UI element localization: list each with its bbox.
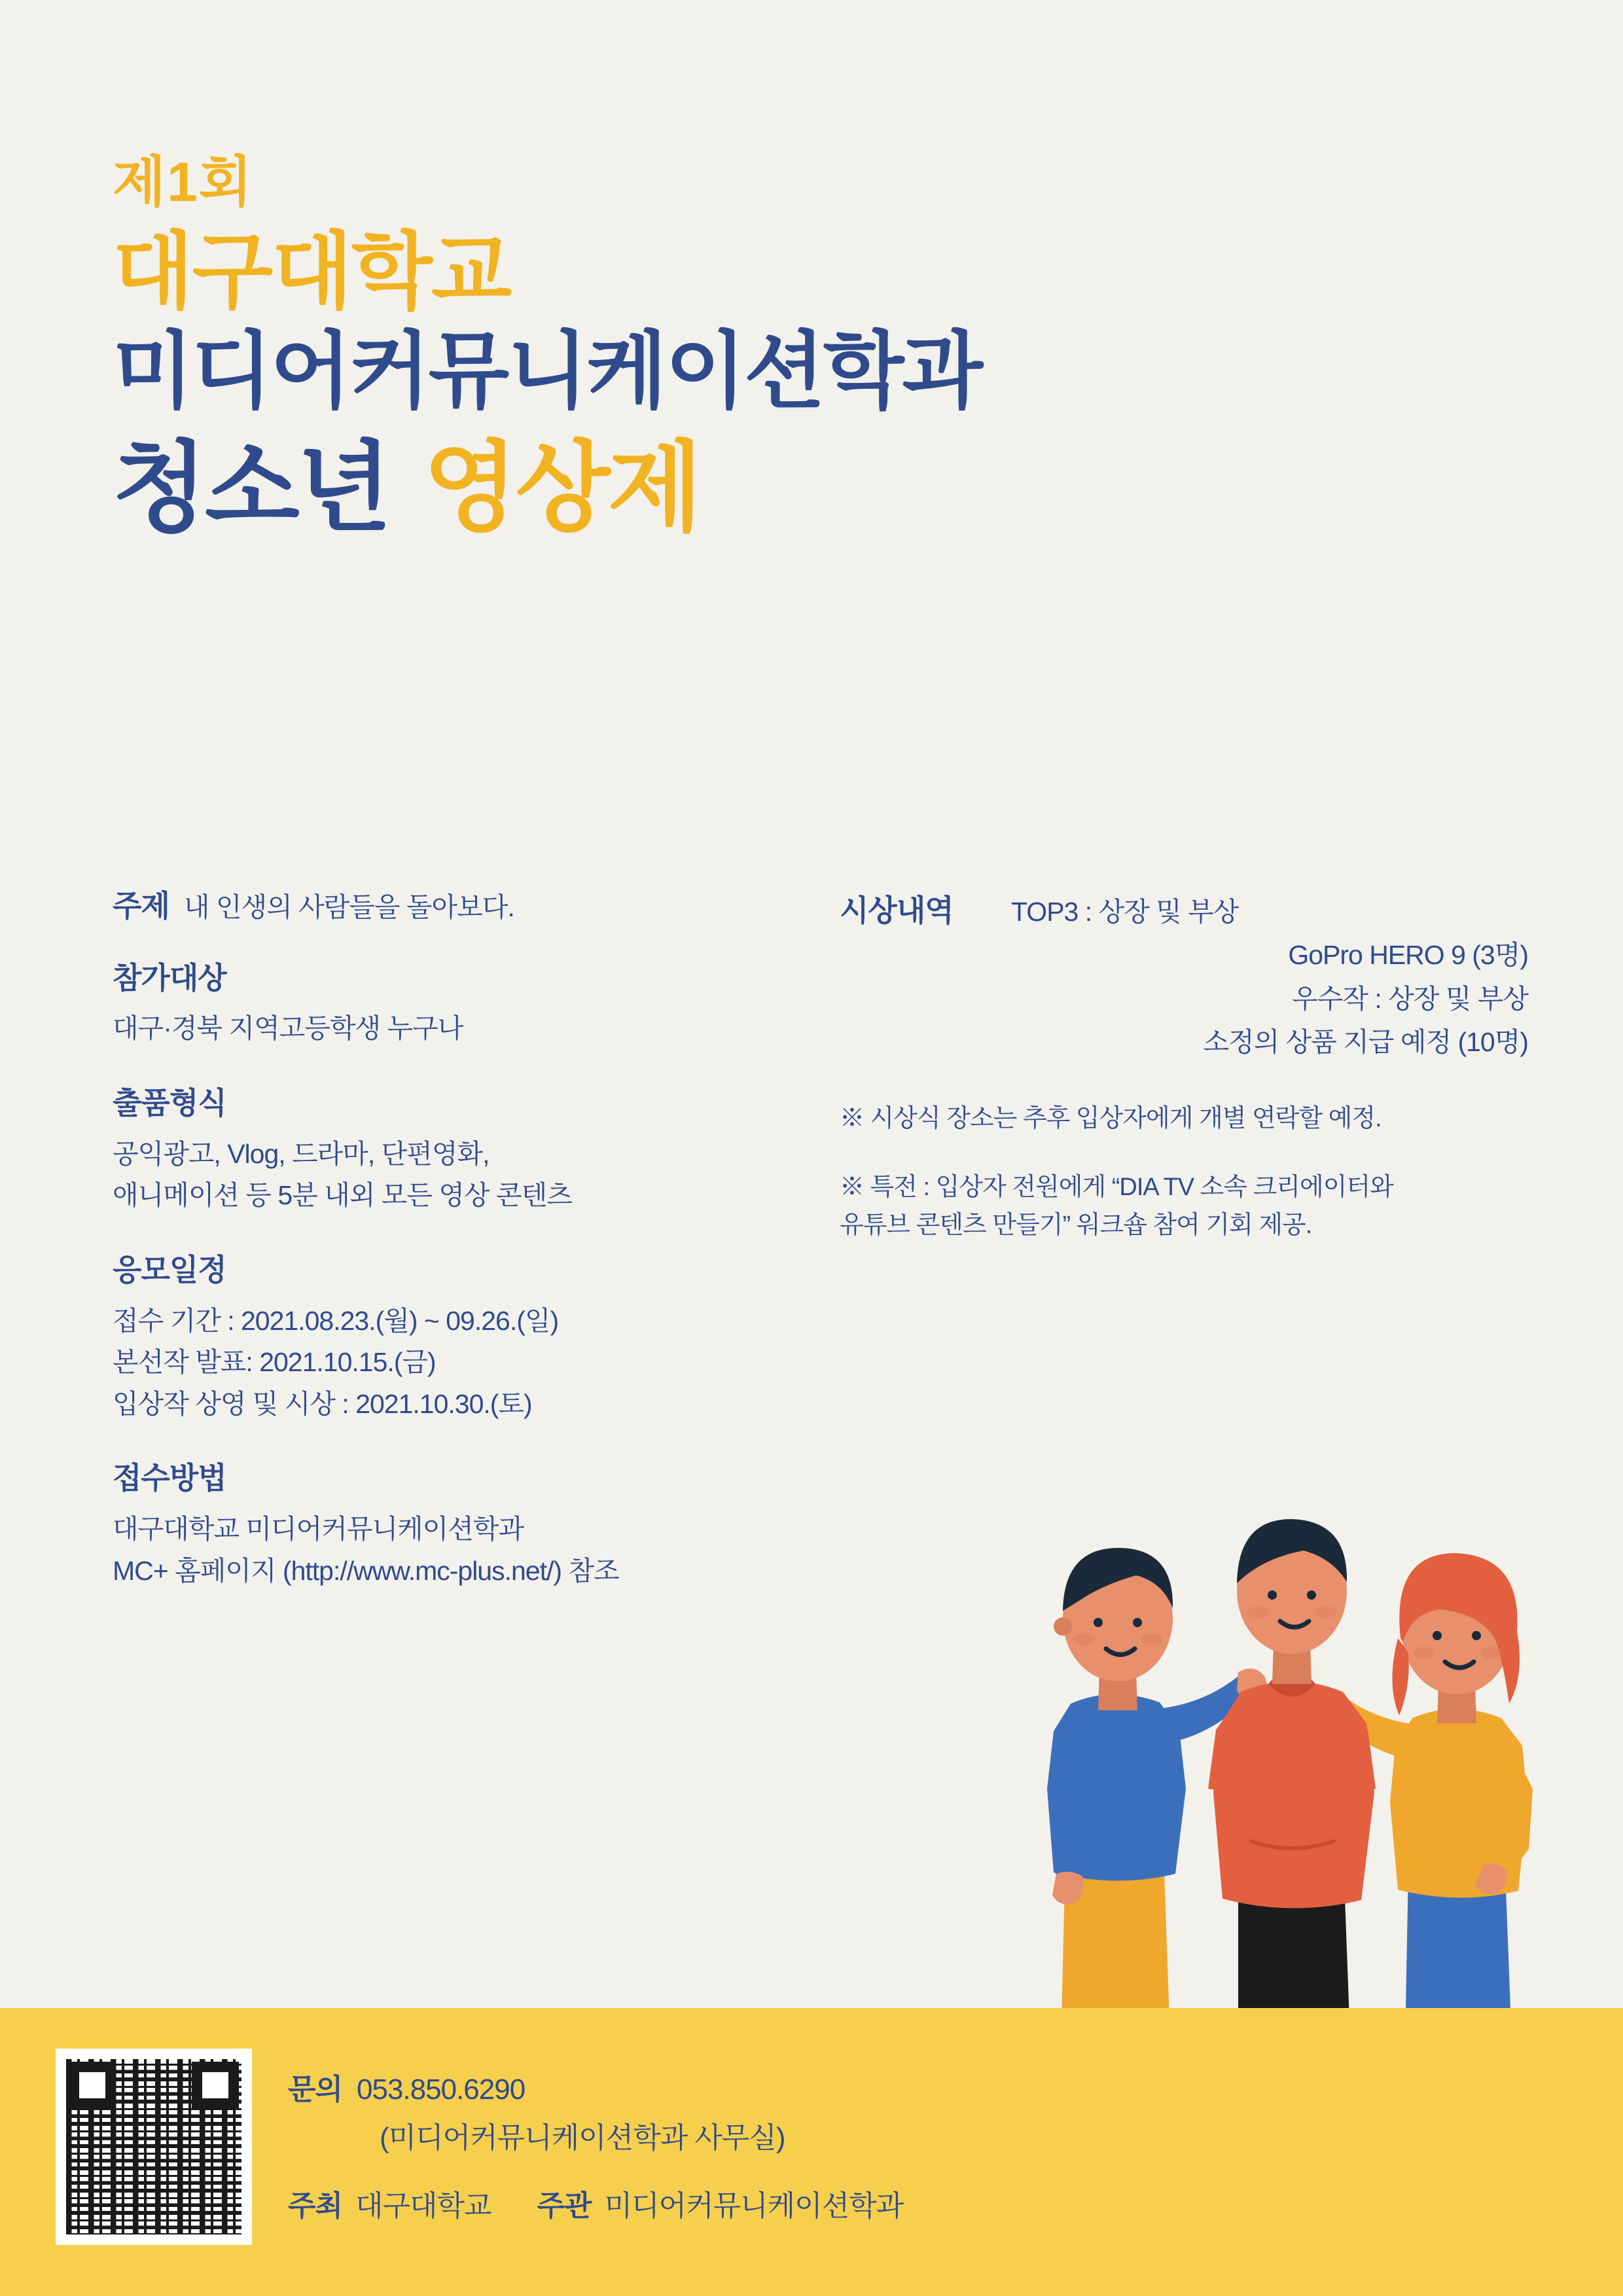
qr-code[interactable] [56, 2049, 252, 2245]
schedule-line: 입상작 상영 및 시상 : 2021.10.30.(토) [113, 1388, 532, 1419]
schedule-label: 응모일정 [113, 1252, 226, 1287]
topic-label: 주제 [113, 889, 169, 923]
awards-line: GoPro HERO 9 (3명) [1288, 940, 1528, 971]
apply-line-website[interactable]: MC+ 홈페이지 (http://www.mc-plus.net/) 참조 [113, 1555, 619, 1586]
note-benefit-line: 유튜브 콘텐츠 만들기” 워크숍 참여 기회 제공. [840, 1211, 1312, 1240]
apply-label: 접수방법 [113, 1461, 226, 1496]
format-label: 출품형식 [113, 1085, 226, 1120]
department-title: 미디어커뮤니케이션학과 [113, 325, 982, 419]
awards-line: 우수작 : 상장 및 부상 [1292, 983, 1528, 1014]
note-benefit-line: ※ 특전 : 입상자 전원에게 “DIA TV 소속 크리에이터와 [840, 1173, 1393, 1201]
festival-title-part2: 영상제 [423, 433, 700, 543]
contact-office: (미디어커뮤니케이션학과 사무실) [380, 2122, 785, 2154]
info-right-column [840, 887, 1540, 1245]
apply-line: 대구대학교 미디어커뮤니케이션학과 [113, 1514, 524, 1545]
format-line: 애니메이션 등 5분 내외 모든 영상 콘텐츠 [113, 1180, 572, 1211]
note-ceremony: ※ 시상식 장소는 추후 입상자에게 개별 연락할 예정. [840, 1104, 1382, 1132]
host-value: 대구대학교 [355, 2190, 491, 2222]
contact-value[interactable]: 053.850.6290 [357, 2073, 526, 2106]
contact-row [288, 2066, 903, 2108]
participants-field [113, 959, 806, 1050]
contact-label: 문의 [288, 2073, 343, 2106]
topic-value: 내 인생의 사람들을 돌아보다. [183, 892, 514, 922]
host-row [288, 2182, 903, 2224]
note-benefit [840, 1168, 1540, 1246]
topic-field [113, 887, 806, 929]
apply-field [113, 1459, 806, 1592]
festival-title [113, 434, 1356, 542]
format-line: 공익광고, Vlog, 드라마, 단편영화, [113, 1138, 490, 1169]
poster-footer [0, 2008, 1623, 2296]
university-title: 대구대학교 [113, 225, 511, 319]
format-field [113, 1084, 806, 1217]
schedule-line: 접수 기간 : 2021.08.23.(월) ~ 09.26.(일) [113, 1305, 559, 1336]
host-label: 주최 [288, 2190, 343, 2222]
awards-label: 시상내역 [840, 893, 954, 927]
qr-code-pattern [66, 2059, 241, 2234]
info-left-column [113, 887, 806, 1626]
footer-contact-block [288, 2066, 903, 2224]
participants-label: 참가대상 [113, 960, 226, 995]
schedule-field [113, 1251, 806, 1425]
poster-title-block [113, 152, 1356, 542]
schedule-line: 본선작 발표: 2021.10.15.(금) [113, 1347, 436, 1378]
participants-value: 대구·경북 지역고등학생 누구나 [113, 1013, 463, 1044]
awards-field [840, 887, 1540, 1064]
edition-label: 제1회 [113, 151, 254, 213]
organizer-label: 주관 [537, 2190, 592, 2222]
awards-line: TOP3 : 상장 및 부상 [1011, 897, 1239, 927]
organizer-value: 미디어커뮤니케이션학과 [604, 2190, 904, 2222]
awards-line: 소정의 상품 지급 예정 (10명) [1203, 1027, 1528, 1058]
festival-title-part1: 청소년 [113, 433, 389, 543]
